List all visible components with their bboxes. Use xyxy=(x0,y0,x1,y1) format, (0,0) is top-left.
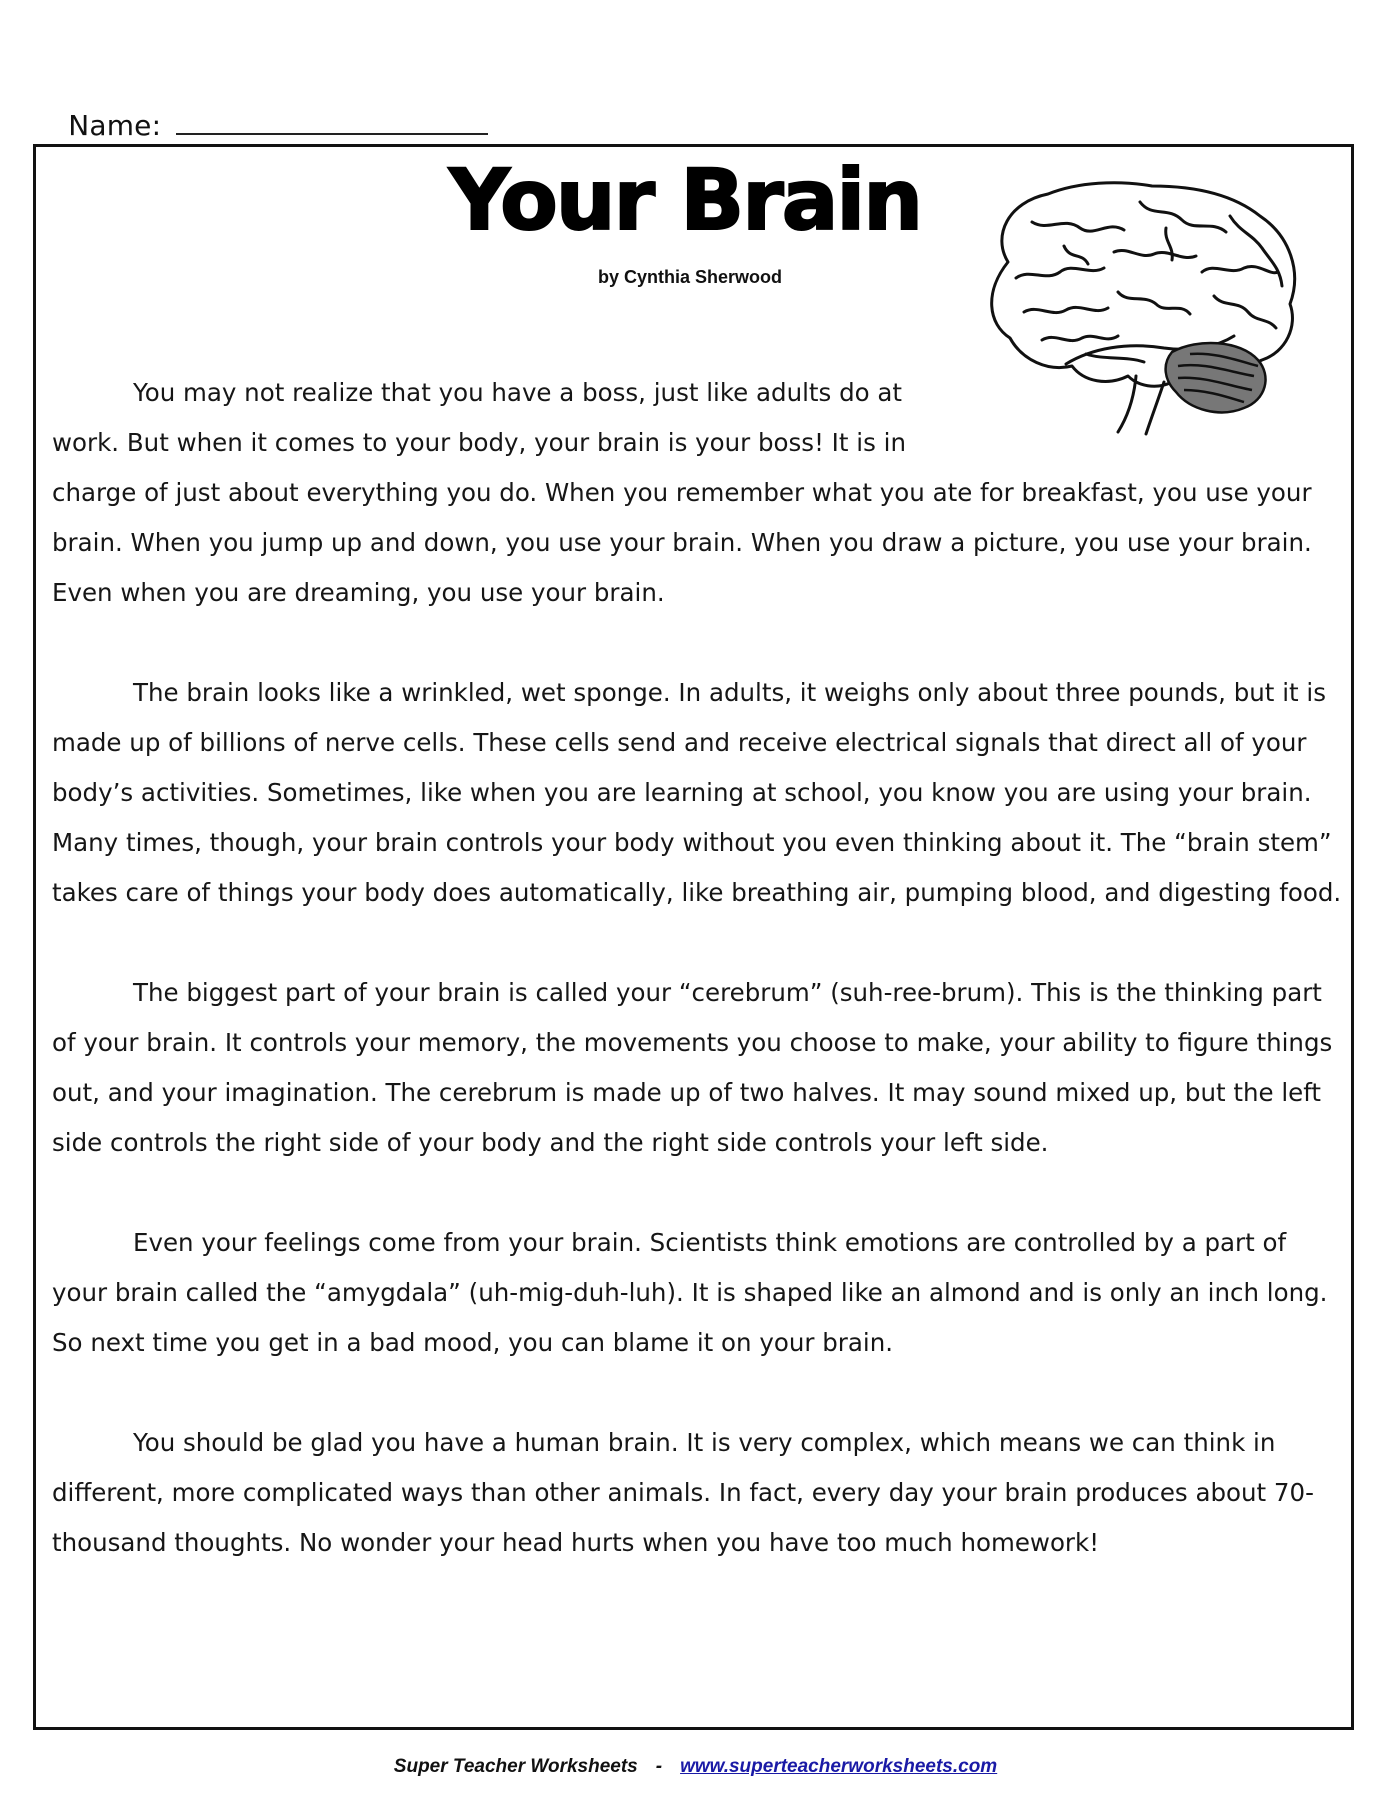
name-field xyxy=(50,76,488,142)
paragraph-2: The brain looks like a wrinkled, wet sponge. In adults, it weighs only about three pounds, but it is made up of billions of nerve cells. These cells send and receive electrical signals that direct all of your body’s activities. Sometimes, like when you are learning at school, you know you are using your brain. Many times, though, your brain controls your body without you even thinking about it. The “brain stem” takes care of things your body does automatically, like breathing air, pumping blood, and digesting food. xyxy=(52,678,1342,907)
footer-separator: - xyxy=(655,1756,663,1777)
illustration-wrap-spacer xyxy=(968,368,1342,460)
article-title: Your Brain xyxy=(448,151,922,249)
page-footer xyxy=(0,1756,1391,1778)
footer-website-link[interactable]: www.superteacherworksheets.com xyxy=(680,1756,998,1777)
paragraph-3: The biggest part of your brain is called your “cerebrum” (suh-ree-brum). This is the thinking part of your brain. It controls your memory, the movements you choose to make, your ability to figure things out, and your imagination. The cerebrum is made up of two halves. It may sound mixed up, but the left side controls the right side of your body and the right side controls your left side. xyxy=(52,978,1333,1157)
paragraph-4: Even your feelings come from your brain. Scientists think emotions are controlled by a part of your brain called the “amygdala” (uh-mig-duh-luh). It is shaped like an almond and is only an inch long. So next time you get in a bad mood, you can blame it on your brain. xyxy=(52,1228,1328,1357)
paragraph-1: You may not realize that you have a boss, just like adults do at work. But when it comes to your body, your brain is your boss! It is in charge of just about everything you do. When you remember what you ate for breakfast, you use your brain. When you jump up and down, you use your brain. When you draw a picture, you use your brain. Even when you are dreaming, you use your brain. xyxy=(52,368,1342,618)
name-label: Name: xyxy=(68,109,171,142)
article-byline: by Cynthia Sherwood xyxy=(597,267,783,287)
footer-brand: Super Teacher Worksheets xyxy=(393,1756,638,1777)
article-body xyxy=(52,368,1342,1618)
name-blank-line[interactable] xyxy=(176,113,488,135)
paragraph-5: You should be glad you have a human brain. It is very complex, which means we can think in different, more complicated ways than other animals. In fact, every day your brain produces about 70-thousand thoughts. No wonder your head hurts when you have too much homework! xyxy=(52,1428,1314,1557)
